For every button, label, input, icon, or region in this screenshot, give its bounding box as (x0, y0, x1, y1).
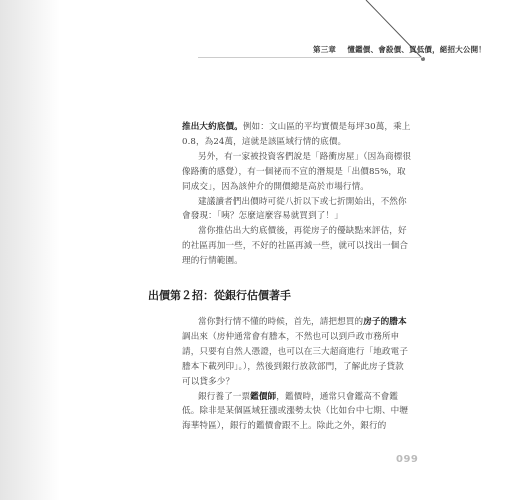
paragraph-text: 當你對行情不懂的時候，首先，請把想買的 (198, 317, 364, 327)
page-number: 099 (396, 454, 419, 465)
chapter-title: 懂鑑價、會殺價、買低價，絕招大公開！ (347, 45, 486, 54)
paragraph-text: ，鑑價時，通常只會鑑高不會鑑低。除非是某個區域狂漲或漲勢太快（比如台中七期、中壢海華特區），銀行的鑑價會跟不上。除此之外，銀行的 (182, 391, 409, 432)
paragraph (182, 315, 412, 390)
paragraph: 當你推估出大約底價後，再從房子的優缺點來評估，好的社區再加一些，不好的社區再減一些，就可以找出一個合理的行情範圍。 (182, 226, 409, 267)
paragraph (182, 120, 412, 150)
bold-phrase: 房子的謄本 (363, 317, 407, 327)
section-heading: 出價第２招：從銀行估價著手 (148, 289, 291, 302)
text-block-2 (182, 315, 412, 434)
paragraph-text: 調出來（房仲通常會有謄本，不然也可以到戶政市務所申請，只要有自然人憑證，也可以在三大超商進行「地政電子謄本下載列印」。），然後到銀行放款部門，了解此房子貸款可以貸多少？ (182, 331, 409, 387)
paragraph: 建議讀者們出價時可從八折以下或七折開始出，不然你會發現：「咦？怎麼這麼容易就買到了！」 (182, 196, 407, 222)
header-rule (198, 57, 423, 58)
chapter-label: 第三章 (313, 45, 337, 54)
paragraph (182, 390, 412, 435)
text-block-1 (182, 120, 412, 269)
running-header (216, 44, 486, 55)
corner-fold-line (0, 0, 520, 80)
paragraph-text: 銀行養了一票 (198, 391, 251, 402)
paragraph-text: 例如：文山區的平均實價是每坪30萬，乘上0.8，為24萬，這就是該區域行情的底價。 (182, 122, 411, 147)
bold-phrase: 推出大約底價。 (182, 122, 243, 132)
paragraph: 另外，有一家被投資客們說是「路衝房屋」（因為商標很像路衝的感覺），有一個祕而不宣的潛規是「出價85%，取同成交」，因為該仲介的開價總是高於市場行情。 (182, 151, 412, 192)
bold-phrase: 鑑價師 (250, 391, 277, 402)
